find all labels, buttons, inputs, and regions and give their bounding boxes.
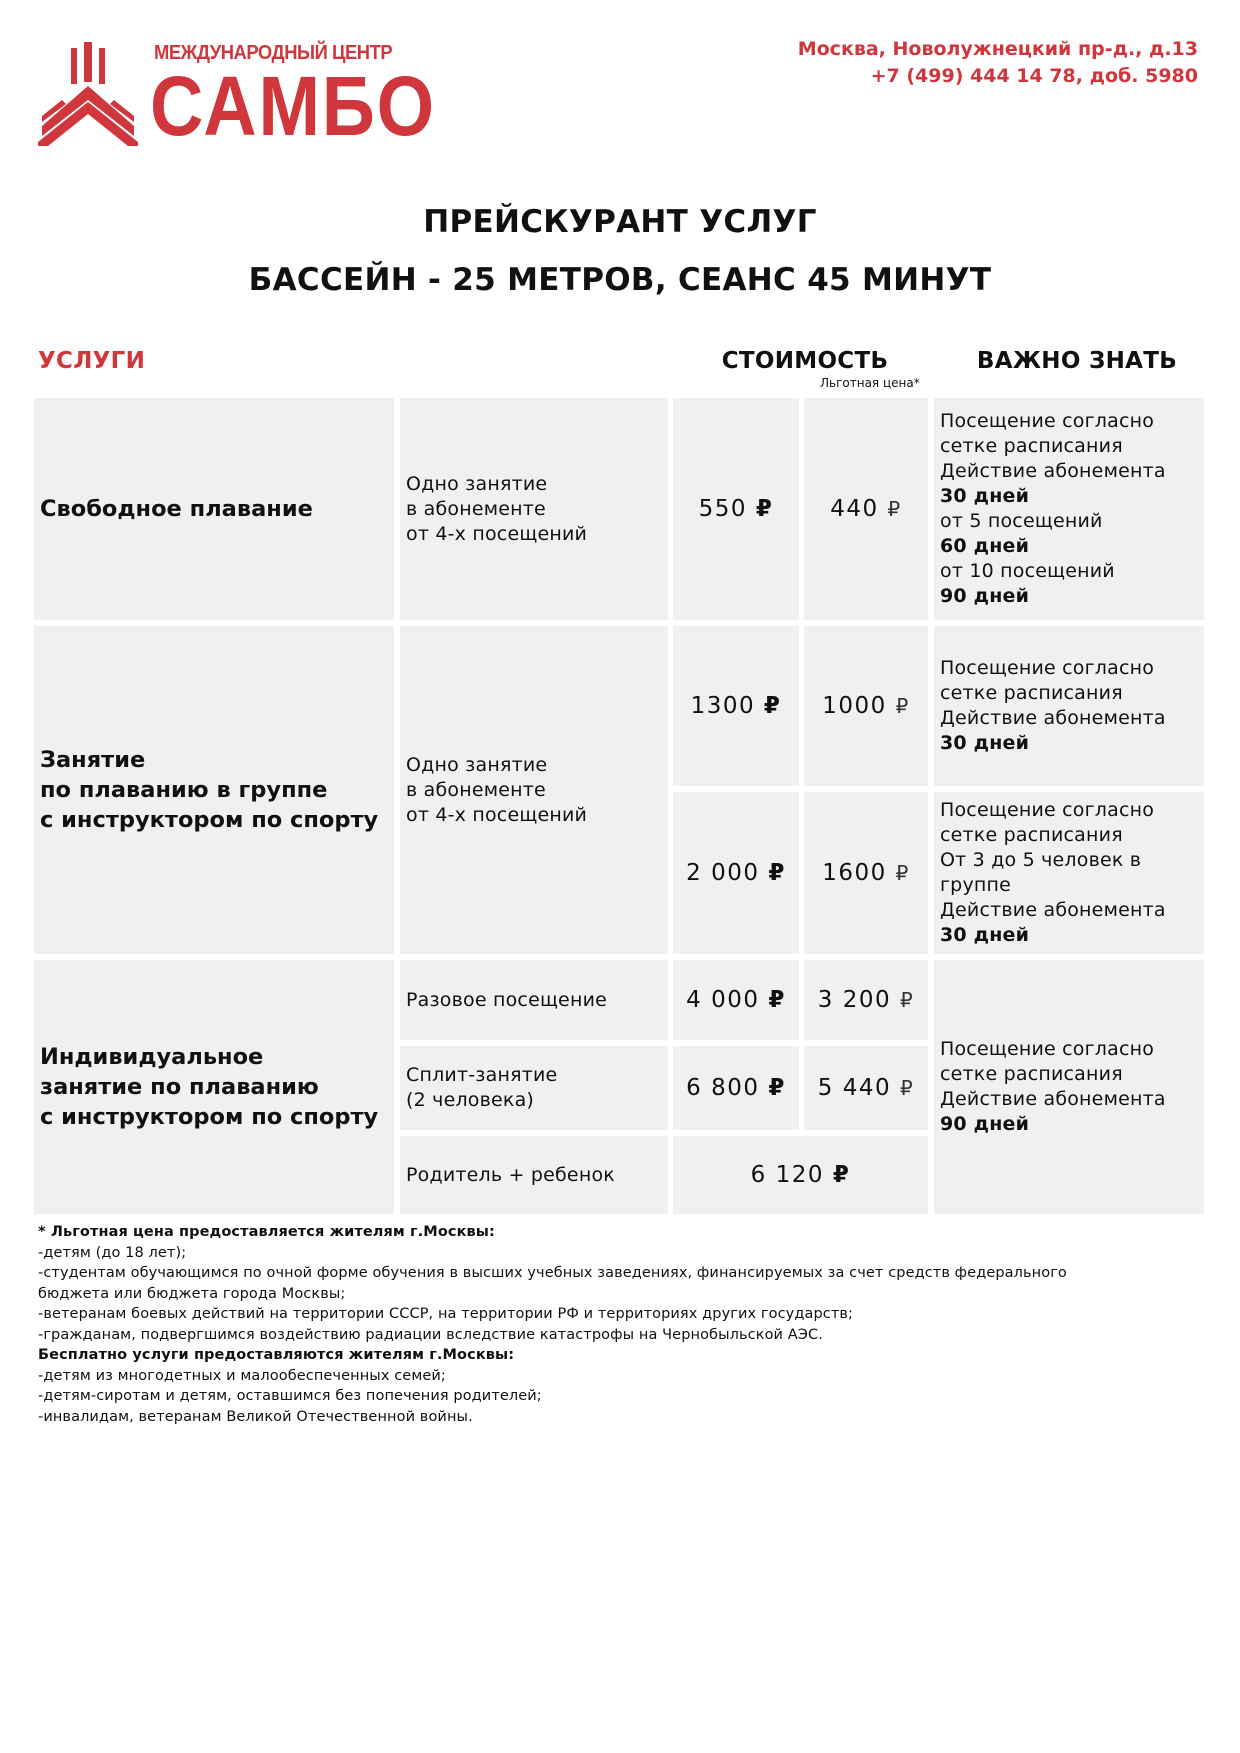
logo-name: САМБО — [150, 59, 436, 153]
price-value: 6 120 — [750, 1162, 825, 1188]
description-line: Разовое посещение — [406, 988, 608, 1011]
description-individual-split — [400, 1046, 668, 1130]
description-group — [400, 626, 668, 954]
discount-price-value: 3 200 — [817, 987, 892, 1013]
note-line: от 5 посещений — [940, 510, 1103, 532]
footnote-heading: Бесплатно услуги предоставляются жителям г.Москвы: — [38, 1347, 515, 1363]
note-line: Действие абонемента — [940, 460, 1166, 482]
note-line: Посещение согласно — [940, 1038, 1155, 1060]
header-important: ВАЖНО ЗНАТЬ — [976, 348, 1178, 374]
note-line: Действие абонемента — [940, 1088, 1166, 1110]
ruble-icon: ₽ — [763, 693, 782, 719]
footnote-line: -детям-сиротам и детям, оставшимся без попечения родителей; — [38, 1388, 542, 1404]
service-line: Занятие — [40, 747, 146, 773]
note-line: сетке расписания — [940, 824, 1123, 846]
service-line: Индивидуальное — [40, 1044, 264, 1070]
description-individual-single — [400, 960, 668, 1040]
ruble-icon: ₽ — [887, 497, 902, 521]
price-individual-parent-child — [673, 1136, 928, 1214]
service-group — [34, 626, 394, 954]
discount-price-group-option-2 — [804, 792, 928, 954]
footnote-line: -ветеранам боевых действий на территории СССР, на территории РФ и территориях других государств; — [38, 1306, 853, 1322]
service-line: Свободное плавание — [40, 496, 313, 522]
price-individual-split — [673, 1046, 799, 1130]
price-value: 2 000 — [686, 860, 760, 886]
logo-subtitle: МЕЖДУНАРОДНЫЙ ЦЕНТР — [154, 42, 393, 64]
price-group-option-1 — [673, 626, 799, 786]
discount-price-individual-split — [804, 1046, 928, 1130]
price-value: 4 000 — [686, 987, 760, 1013]
price-group-option-2 — [673, 792, 799, 954]
footnotes — [38, 1222, 1208, 1427]
note-line: Посещение согласно — [940, 799, 1155, 821]
note-line: Посещение согласно — [940, 657, 1155, 679]
note-line: сетке расписания — [940, 435, 1123, 457]
description-free-swim — [400, 398, 668, 620]
ruble-icon: ₽ — [899, 1076, 915, 1100]
ruble-icon: ₽ — [895, 694, 910, 718]
note-line: 90 дней — [940, 1113, 1030, 1135]
discount-price-group-option-1 — [804, 626, 928, 786]
description-line: от 4-х посещений — [406, 803, 588, 826]
note-line: сетке расписания — [940, 1063, 1123, 1085]
description-line: Родитель + ребенок — [406, 1163, 615, 1186]
description-line: Одно занятие — [406, 472, 548, 495]
service-line: занятие по плаванию — [40, 1074, 319, 1100]
header-discount-note: Льготная цена* — [820, 376, 920, 390]
page-title: ПРЕЙСКУРАНТ УСЛУГ — [423, 204, 817, 240]
footnote-line: -гражданам, подвергшимся воздействию радиации вследствие катастрофы на Чернобыльской АЭС. — [38, 1326, 823, 1343]
page-subtitle: БАССЕЙН - 25 МЕТРОВ, СЕАНС 45 МИНУТ — [248, 262, 992, 298]
description-line: в абонементе — [406, 778, 546, 801]
ruble-icon: ₽ — [768, 987, 786, 1013]
contact-block — [798, 36, 1198, 90]
description-line: (2 человека) — [406, 1089, 535, 1111]
price-value: 1300 — [690, 693, 756, 719]
note-line: сетке расписания — [940, 682, 1123, 704]
ruble-icon: ₽ — [895, 861, 910, 885]
service-individual — [34, 960, 394, 1214]
description-line: Сплит-занятие — [406, 1064, 558, 1086]
note-line: 30 дней — [940, 485, 1030, 507]
note-line: 30 дней — [940, 924, 1030, 946]
notes-individual — [934, 960, 1204, 1214]
sambo-logo-icon — [38, 42, 138, 146]
description-line: в абонементе — [406, 497, 546, 520]
header-services: УСЛУГИ — [38, 348, 146, 374]
ruble-icon: ₽ — [768, 860, 786, 886]
service-line: с инструктором по спорту — [40, 1104, 379, 1130]
contact-phone[interactable]: +7 (499) 444 14 78, доб. 5980 — [870, 65, 1198, 87]
contact-address: Москва, Новолужнецкий пр-д., д.13 — [797, 38, 1198, 60]
notes-free-swim — [934, 398, 1204, 620]
service-line: с инструктором по спорту — [40, 807, 379, 833]
price-free-swim — [673, 398, 799, 620]
ruble-icon: ₽ — [768, 1075, 786, 1101]
description-individual-parent-child — [400, 1136, 668, 1214]
footnote-line: -студентам обучающимся по очной форме обучения в высших учебных заведениях, финансируемых за счет средств федерального — [38, 1265, 1067, 1281]
discount-price-value: 5 440 — [817, 1075, 892, 1101]
price-individual-single — [673, 960, 799, 1040]
notes-group-option-2 — [934, 792, 1204, 954]
ruble-icon: ₽ — [755, 496, 774, 522]
footnote-heading: * Льготная цена предоставляется жителям г.Москвы: — [38, 1224, 495, 1240]
price-value: 550 — [698, 496, 748, 522]
footnote-line: -инвалидам, ветеранам Великой Отечественной войны. — [38, 1408, 473, 1425]
discount-price-value: 1000 — [822, 693, 887, 719]
note-line: группе — [940, 874, 1012, 896]
note-line: 90 дней — [940, 585, 1030, 607]
note-line: Действие абонемента — [940, 899, 1166, 921]
footnote-line: бюджета или бюджета города Москвы; — [38, 1285, 346, 1302]
description-line: от 4-х посещений — [406, 522, 588, 545]
description-line: Одно занятие — [406, 753, 548, 776]
note-line: 60 дней — [940, 535, 1030, 557]
discount-price-value: 440 — [830, 496, 879, 522]
note-line: Посещение согласно — [940, 410, 1155, 432]
discount-price-value: 1600 — [822, 860, 887, 886]
ruble-icon: ₽ — [832, 1162, 851, 1188]
price-value: 6 800 — [686, 1075, 760, 1101]
footnote-line: -детям из многодетных и малообеспеченных семей; — [38, 1367, 446, 1384]
note-line: Действие абонемента — [940, 707, 1166, 729]
note-line: 30 дней — [940, 732, 1030, 754]
header-cost: СТОИМОСТЬ — [721, 348, 889, 374]
discount-price-free-swim — [804, 398, 928, 620]
ruble-icon: ₽ — [899, 988, 915, 1012]
sambo-logo — [38, 42, 436, 153]
discount-price-individual-single — [804, 960, 928, 1040]
service-free-swim — [34, 398, 394, 620]
note-line: От 3 до 5 человек в — [940, 849, 1142, 871]
service-line: по плаванию в группе — [40, 777, 328, 803]
footnote-line: -детям (до 18 лет); — [38, 1244, 187, 1261]
note-line: от 10 посещений — [940, 560, 1115, 582]
notes-group-option-1 — [934, 626, 1204, 786]
